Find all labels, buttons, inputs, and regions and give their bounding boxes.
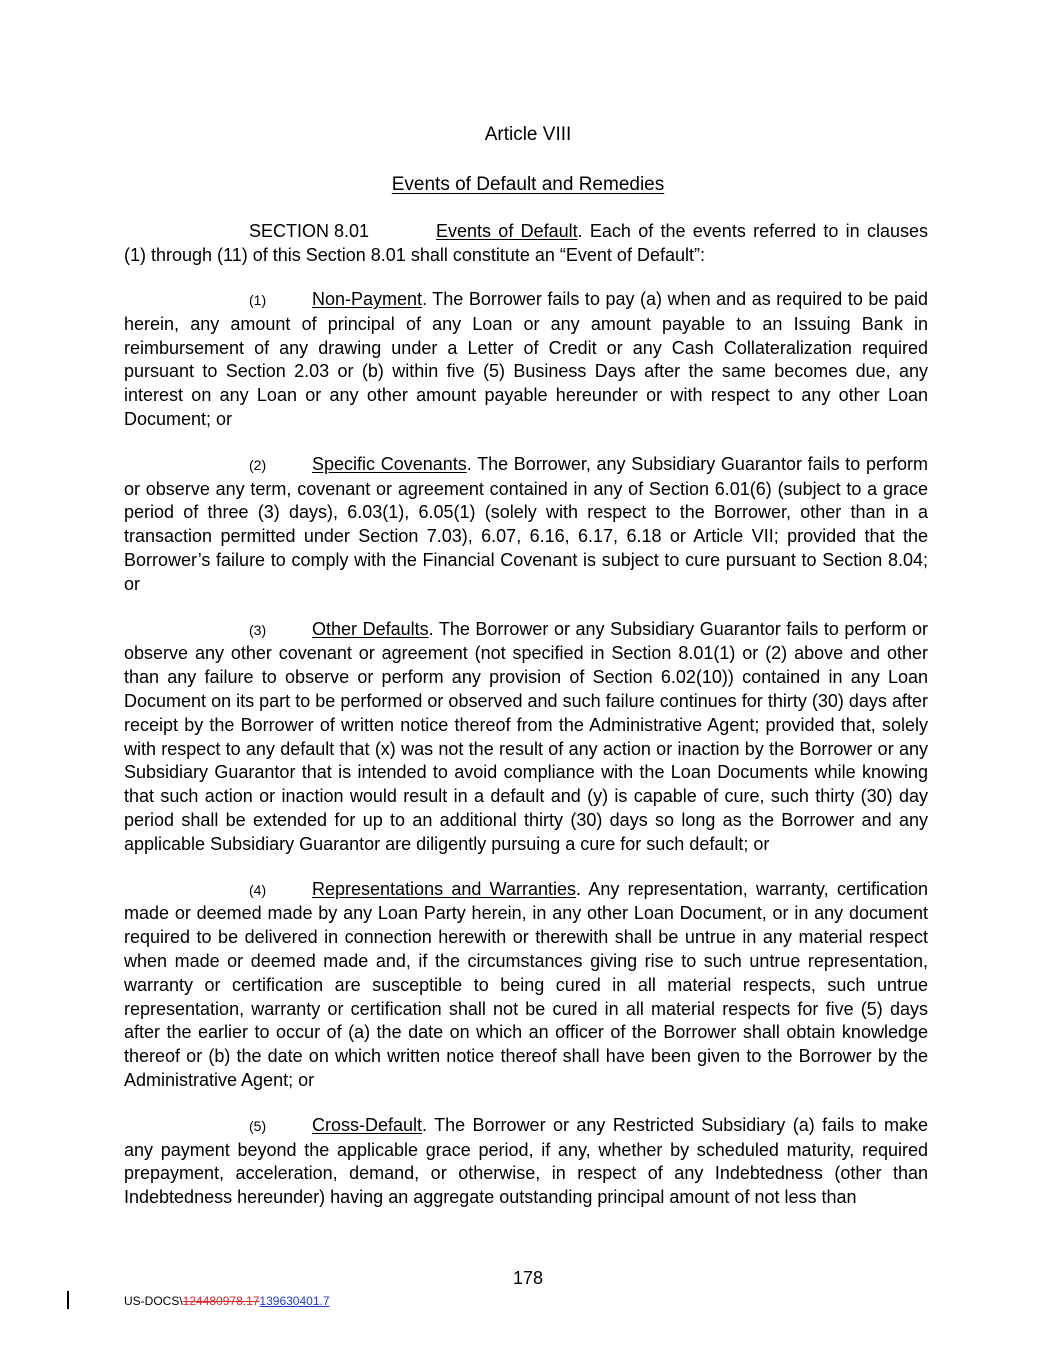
clause-text: . The Borrower or any Restricted Subsidiary (a) fails to make any payment beyond the applicable grace period, if any, whether by scheduled maturity, required prepayment, acceleration, demand, or otherwise, in respect of any Indebtedness (other than Indebtedness hereunder) having an aggregate outstanding principal amount of not less than <box>124 1114 928 1208</box>
clause-text: . The Borrower or any Subsidiary Guarantor fails to perform or observe any other covenant or agreement (not specified in Section 8.01(1) or (2) above and other than any failure to observe or perform any provision of Section 6.02(10)) contained in any Loan Document on its part to be performed or observed and such failure continues for thirty (30) days after receipt by the Borrower of written notice thereof from the Administrative Agent; provided that, solely with respect to any default that (x) was not the result of any action or inaction by the Borrower or any Subsidiary Guarantor that is intended to avoid compliance with the Loan Documents while knowing that such action or inaction would result in a default and (y) is capable of cure, such thirty (30) day period shall be extended for up to an additional thirty (30) days so long as the Borrower and any applicable Subsidiary Guarantor are diligently pursuing a cure for such default; or <box>124 618 928 854</box>
page-number: 178 <box>512 1268 544 1288</box>
clause-3 <box>124 618 928 857</box>
document-id-inserted: 139630401.7 <box>259 1294 330 1308</box>
clause-text: . Any representation, warranty, certification made or deemed made by any Loan Party herein, in any other Loan Document, or in any document required to be delivered in connection herewith or therewith shall be untrue in any material respect when made or deemed made and, if the circumstances giving rise to such untrue representation, warranty or certification are susceptible to being cured in all material respects, such untrue representation, warranty or certification shall not be cured in all material respects for five (5) days after the earlier to occur of (a) the date on which an officer of the Borrower shall obtain knowledge thereof or (b) the date on which written notice thereof shall have been given to the Borrower by the Administrative Agent; or <box>124 878 929 1090</box>
document-id <box>124 1294 330 1308</box>
section-intro <box>124 220 928 268</box>
clause-text: . The Borrower fails to pay (a) when and as required to be paid herein, any amount of principal of any Loan or any amount payable to an Issuing Bank in reimbursement of any drawing under a Letter of Credit or any Cash Collateralization required pursuant to Section 2.03 or (b) within five (5) Business Days after the same becomes due, any interest on any Loan or any other amount payable hereunder or with respect to any other Loan Document; or <box>124 289 928 429</box>
clause-number: (5) <box>249 1117 267 1134</box>
clause-2 <box>124 453 928 597</box>
article-subtitle <box>0 174 1056 196</box>
clause-number: (3) <box>249 621 267 638</box>
clause-number: (1) <box>249 292 267 308</box>
document-id-deleted: 124480978.17 <box>182 1294 260 1308</box>
clause-text: . The Borrower, any Subsidiary Guarantor fails to perform or observe any term, covenant or agreement contained in any of Section 6.01(6) (subject to a grace period of three (3) days), 6.03(1), 6.05(1) (solely with respect to the Borrower, other than in a transaction permitted under Section 7.03), 6.07, 6.16, 6.17, 6.18 or Article VII; provided that the Borrower’s failure to comply with the Financial Covenant is subject to cure pursuant to Section 8.04; or <box>124 453 928 594</box>
section-number: SECTION 8.01 <box>249 221 370 241</box>
clause-list <box>124 288 928 1231</box>
section-text: . Each of the events referred to in clauses (1) through (11) of this Section 8.01 shall constitute an “Event of Default”: <box>124 221 928 265</box>
clause-heading: Specific Covenants <box>312 453 467 474</box>
section-heading: Events of Default <box>436 221 578 241</box>
article-subtitle-text: Events of Default and Remedies <box>391 174 665 195</box>
clause-5 <box>124 1114 928 1210</box>
clause-heading: Representations and Warranties <box>312 878 577 899</box>
clause-heading: Other Defaults <box>312 618 429 639</box>
document-id-prefix: US-DOCS\ <box>124 1294 183 1308</box>
section-paragraph <box>124 220 928 268</box>
clause-heading: Non-Payment <box>312 289 423 309</box>
clause-heading: Cross-Default <box>312 1114 423 1135</box>
clause-number: (2) <box>249 456 267 473</box>
change-bar <box>67 1291 69 1309</box>
clause-1 <box>124 288 928 432</box>
clause-number: (4) <box>249 881 267 898</box>
clause-4 <box>124 878 928 1093</box>
article-title: Article VIII <box>484 124 572 145</box>
